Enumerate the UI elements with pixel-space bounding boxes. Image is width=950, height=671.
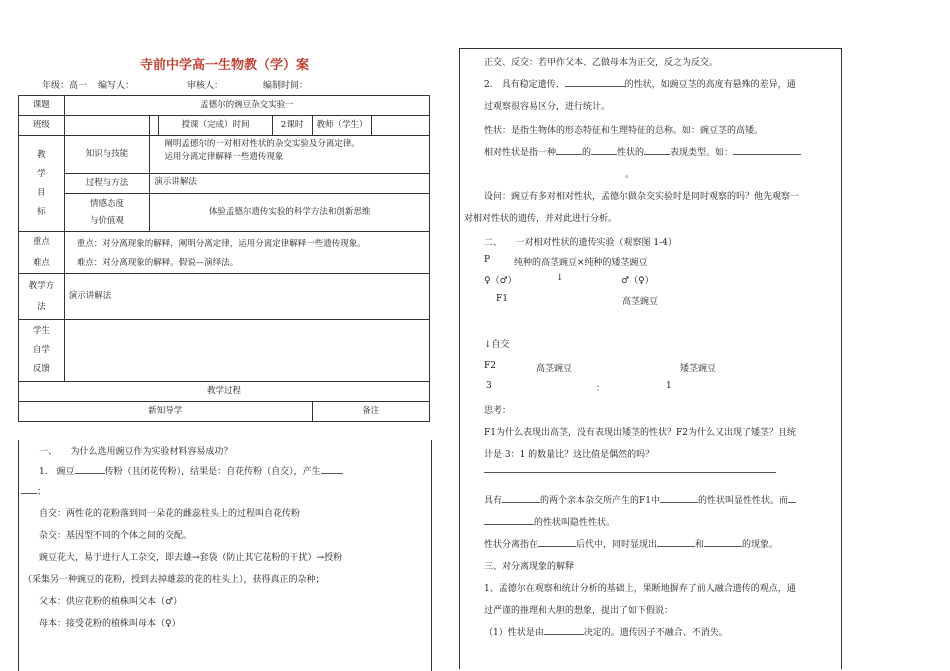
class-value bbox=[64, 116, 150, 136]
topic-value: 孟德尔的豌豆杂交实验一 bbox=[64, 96, 429, 116]
s3-line-3: （1）性状是由 决定的。遗传因子不融合、不消失。 bbox=[484, 628, 728, 638]
line-1c: ； bbox=[21, 484, 46, 497]
p-text: 纯种的高茎豌豆×纯种的矮茎豌豆 bbox=[514, 258, 648, 268]
ratio-colon: ： bbox=[596, 384, 606, 394]
think-q2: 计是 3：1 的数量比？这比值是偶然的吗？ bbox=[484, 450, 655, 460]
emotion-value: 体验孟德尔遗传实验的科学方法和创新思维 bbox=[150, 194, 430, 232]
dominant-def: 具有 的两个亲本杂交所产生的F1中 的性状叫显性性状。而 bbox=[484, 493, 796, 506]
f2-tall: 高茎豌豆 bbox=[536, 364, 573, 374]
topic-label: 课题 bbox=[19, 96, 65, 116]
process-label: 过程与方法 bbox=[64, 174, 150, 194]
class-label: 班级 bbox=[19, 116, 65, 136]
ratio-1: 1 bbox=[666, 381, 672, 391]
lesson-time-label: 授课（完成）时间 bbox=[159, 116, 272, 136]
recessive-def: 的性状叫隐性性状。 bbox=[484, 515, 615, 528]
f1-label: F1 bbox=[496, 294, 508, 304]
key-label: 重点 难点 bbox=[19, 232, 65, 274]
segregation-def: 性状分离指在 后代中，同时显现出 和 的现象。 bbox=[484, 540, 779, 550]
line-3: 豌豆花大，易于进行人工杂交，即去雄→套袋（防止其它花粉的干扰）→授粉 bbox=[39, 553, 343, 563]
r-line-3: 过观察很容易区分，进行统计。 bbox=[484, 102, 611, 112]
s3-line-1: 1、孟德尔在观察和统计分析的基础上，果断地摒弃了前人融合遗传的观点，通 bbox=[484, 584, 796, 594]
answer-line bbox=[484, 471, 776, 473]
self-pollination: 自交：两性花的花粉落到同一朵花的雌蕊柱头上的过程叫自花传粉 bbox=[39, 509, 301, 519]
question-1: 一、 为什么选用豌豆作为实验材料容易成功？ bbox=[39, 447, 233, 457]
r-line-6: 。 bbox=[625, 170, 635, 180]
reviewer-label: 审核人： bbox=[187, 81, 224, 91]
p-symbol-2: ♂（♀） bbox=[621, 276, 654, 286]
goals-label: 教 学 目 标 bbox=[19, 136, 65, 232]
method-label: 教学方 法 bbox=[19, 274, 65, 320]
lesson-info-table bbox=[18, 95, 430, 422]
method-value: 演示讲解法 bbox=[64, 274, 429, 320]
p-label: P bbox=[484, 255, 491, 265]
mother-def: 母本：接受花粉的植株叫母本（♀） bbox=[39, 619, 181, 629]
knowledge-label: 知识与技能 bbox=[64, 136, 150, 174]
grade-label: 年级：高一 bbox=[42, 81, 88, 91]
p-arrow: ↓ bbox=[556, 273, 564, 283]
time-label: 编制时间： bbox=[263, 81, 309, 91]
r-line-7: 设问：豌豆有多对相对性状，孟德尔做杂交实验时是同时观察的吗？他先观察一 bbox=[484, 192, 800, 202]
r-line-5: 相对性状是指一种 的 性状的 表现类型。如： bbox=[484, 145, 801, 158]
section-3-title: 三、对分离现象的解释 bbox=[484, 562, 575, 572]
notes-header: 备注 bbox=[312, 402, 429, 422]
r-line-8: 对相对性状的遗传，并对此进行分析。 bbox=[464, 214, 618, 224]
f2-short: 矮茎豌豆 bbox=[680, 364, 717, 374]
father-def: 父本：供应花粉的植株叫父本（♂） bbox=[39, 597, 183, 607]
feedback-label: 学生 自学 反馈 bbox=[19, 320, 65, 382]
line-4: （采集另一种豌豆的花粉，授到去掉雄蕊的花的柱头上），获得真正的杂种； bbox=[23, 575, 325, 585]
right-column bbox=[459, 48, 842, 669]
ratio-3: 3 bbox=[486, 381, 492, 391]
selfing-label: ↓自交 bbox=[484, 340, 510, 350]
cross-pollination: 杂交：基因型不同的个体之间的交配。 bbox=[39, 531, 193, 541]
feedback-value bbox=[64, 320, 429, 382]
think-label: 思考： bbox=[484, 406, 512, 416]
r-line-2: 2. 具有稳定遗传、 的性状，如豌豆茎的高度有悬殊的差异，通 bbox=[484, 80, 796, 90]
emotion-label: 情感态度 与价值观 bbox=[64, 194, 150, 232]
f1-value: 高茎豌豆 bbox=[622, 297, 659, 307]
f2-label: F2 bbox=[484, 361, 496, 371]
section-2-title: 二、 一对相对性状的遗传实验（观察图 1-4） bbox=[484, 238, 677, 248]
r-line-1: 正交、反交：若甲作父本、乙做母本为正交，反之为反交。 bbox=[484, 58, 719, 68]
process-title: 教学过程 bbox=[19, 382, 430, 402]
r-line-4: 性状：是指生物体的形态特征和生理特征的总称。如：豌豆茎的高矮。 bbox=[484, 126, 764, 136]
author-label: 编写人： bbox=[98, 81, 135, 91]
hours-value: 2课时 bbox=[272, 116, 312, 136]
new-knowledge-header: 新知导学 bbox=[19, 402, 313, 422]
p-symbol-1: ♀（♂） bbox=[484, 276, 517, 286]
left-content bbox=[18, 440, 432, 671]
s3-line-2: 过严谨的推理和大胆的想象，提出了如下假说： bbox=[484, 606, 674, 616]
document-title: 寺前中学高一生物教（学）案 bbox=[140, 58, 310, 73]
teacher-label: 教师（学生） bbox=[312, 116, 372, 136]
knowledge-value: 阐明孟德尔的一对相对性状的杂交实验及分离定律。 运用分离定律解释一些遗传现象 bbox=[150, 136, 430, 174]
think-q1: F1为什么表现出高茎，没有表现出矮茎的性状？F2为什么又出现了矮茎？且统 bbox=[484, 428, 796, 438]
key-value: 重点：对分离现象的解释，阐明分离定律，运用分离定律解释一些遗传现象。 难点：对分离现象的解释。假说—演绎法。 bbox=[64, 232, 429, 274]
process-value: 演示讲解法 bbox=[150, 174, 430, 194]
line-1: 1. 豌豆 传粉（且闭花传粉），结果是：自花传粉（自交），产生 bbox=[39, 464, 343, 477]
